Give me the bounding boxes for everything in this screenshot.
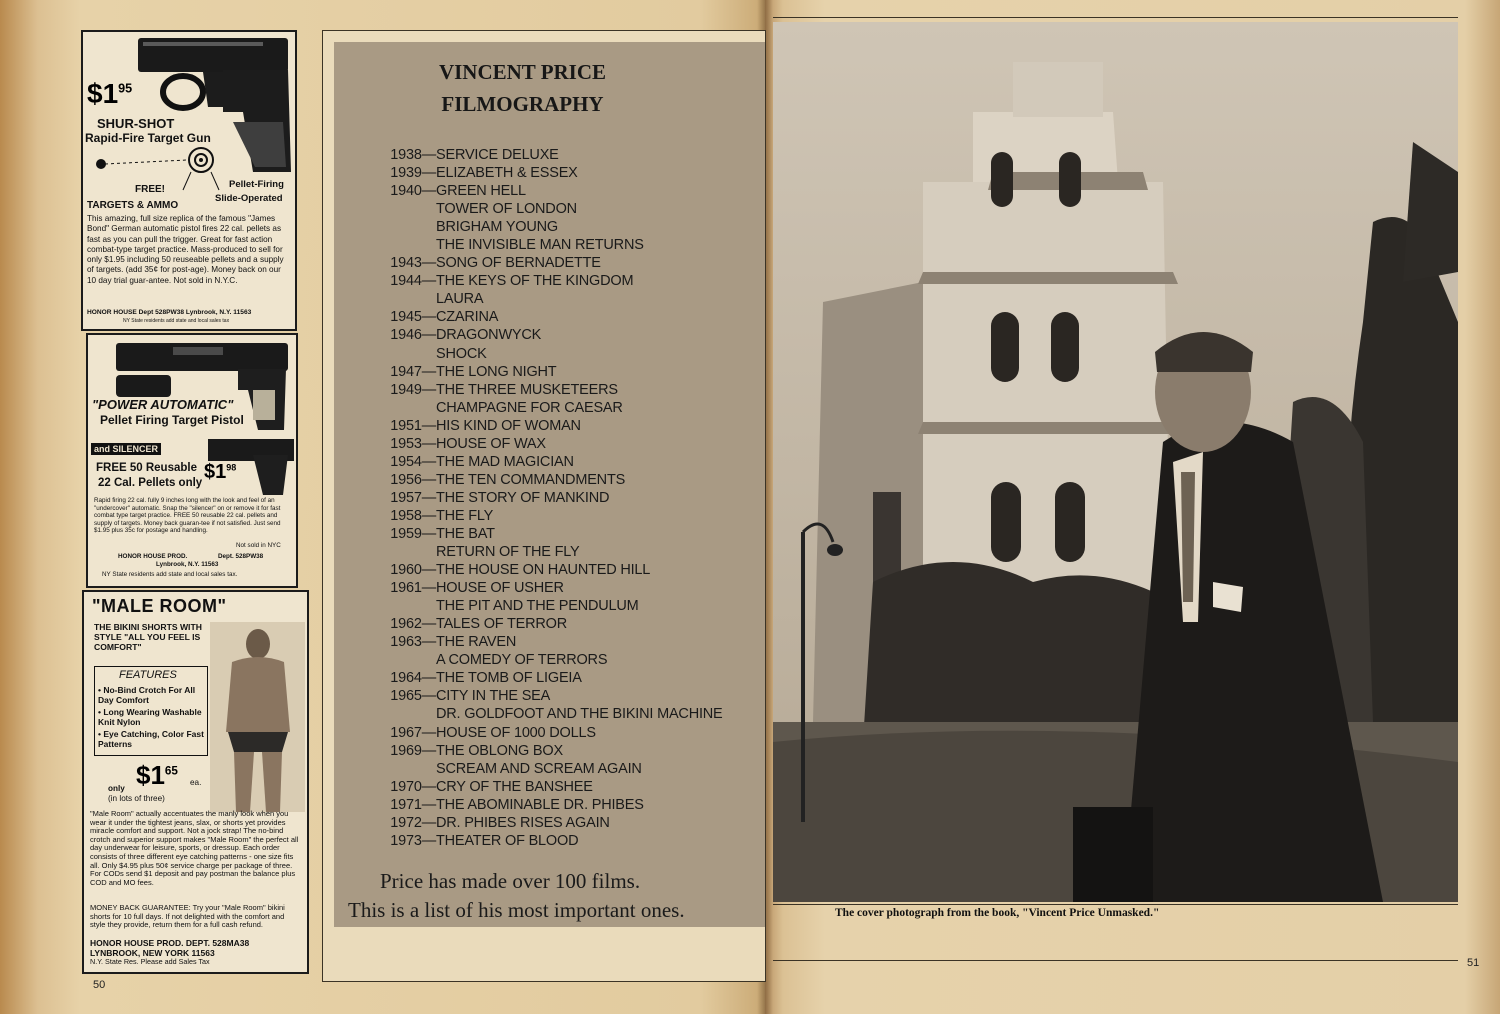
power-subtitle: Pellet Firing Target Pistol [100,413,244,427]
male-room-city: LYNBROOK, NEW YORK 11563 [90,948,215,958]
power-dept: Dept. 528PW38 [218,553,264,560]
male-room-each: ea. [190,778,202,787]
film-entry [370,797,750,815]
power-free: FREE 50 Reusable [96,462,197,474]
film-entry [370,418,750,436]
film-title: CHAMPAGNE FOR CAESAR [436,399,623,416]
film-title: THE OBLONG BOX [436,742,563,759]
film-title: THE HOUSE ON HAUNTED HILL [436,562,651,579]
footer-line-1: Price has made over 100 films. [380,869,641,893]
film-year: 1970— [390,778,436,795]
feature-3: • Eye Catching, Color Fast Patterns [98,729,204,749]
male-room-tax: N.Y. State Res. Please add Sales Tax [90,957,210,966]
page-number-left: 50 [93,979,106,991]
film-title: LAURA [436,291,484,308]
film-entry [370,779,750,797]
film-title: RETURN OF THE FLY [436,544,580,561]
film-title: THE INVISIBLE MAN RETURNS [436,237,644,254]
film-year: 1973— [390,832,436,849]
male-room-price: $\$1^{65}$ [136,760,178,790]
features-title: FEATURES [119,669,177,681]
film-entry [370,255,750,273]
film-year: 1959— [390,525,436,542]
film-entry [370,291,750,309]
film-year: 1962— [390,616,436,633]
power-automatic-ad [86,333,298,588]
film-year: 1957— [390,489,436,506]
film-year: 1963— [390,634,436,651]
film-year: 1951— [390,417,436,434]
film-year: 1946— [390,327,436,344]
male-room-guarantee: MONEY BACK GUARANTEE: Try your "Male Room" bikini shorts for 10 full days. If not delighted with the comfort and style they provide, return them for a full cash refund. [90,903,285,930]
film-year: 1967— [390,724,436,741]
film-year: 1944— [390,273,436,290]
film-title: SERVICE DELUXE [436,147,559,163]
male-room-lots: (in lots of three) [108,794,165,803]
film-title: A COMEDY OF TERRORS [436,652,608,669]
film-title: THE MAD MAGICIAN [436,453,574,470]
film-title: THE FLY [436,507,494,524]
power-name: "POWER AUTOMATIC" [92,397,234,412]
power-not-sold: Not sold in NYC [236,542,281,549]
film-entry [370,273,750,291]
power-address: HONOR HOUSE PROD. [118,553,188,560]
caption-rule-top [773,904,1458,905]
film-entry [370,309,750,327]
film-year: 1938— [390,147,436,163]
film-title: THE BAT [436,525,495,542]
male-room-address: HONOR HOUSE PROD. DEPT. 528MA38 [90,938,250,948]
film-entry [370,472,750,490]
footer-line-2: This is a list of his most important ones. [348,898,685,922]
film-title: THEATER OF BLOOD [436,832,579,849]
film-entry [370,670,750,688]
shur-shot-address: HONOR HOUSE Dept 528PW38 Lynbrook, N.Y. 11563 [87,309,252,316]
film-entry [370,580,750,598]
film-title: THE RAVEN [436,634,517,651]
film-year: 1947— [390,363,436,380]
film-title: THE STORY OF MANKIND [436,489,610,506]
film-title: DRAGONWYCK [436,327,542,344]
film-year: 1958— [390,507,436,524]
filmography-title-line1: VINCENT PRICE [438,60,607,84]
shur-shot-slide: Slide-Operated [215,193,283,204]
film-entry [370,165,750,183]
film-entry [370,201,750,219]
film-title: TALES OF TERROR [436,616,568,633]
film-entry [370,706,750,724]
film-year: 1949— [390,381,436,398]
shur-shot-tax: NY State residents add state and local sales tax [123,318,230,324]
film-list [370,147,750,851]
feature-1: • No-Bind Crotch For All Day Comfort [98,685,196,705]
film-entry [370,616,750,634]
features-box [94,666,208,756]
film-year: 1971— [390,796,436,813]
film-year: 1956— [390,471,436,488]
power-cal: 22 Cal. Pellets only [98,477,203,489]
film-title: BRIGHAM YOUNG [436,219,559,236]
male-room-name: "MALE ROOM" [92,596,227,616]
film-title: HIS KIND OF WOMAN [436,417,581,434]
shur-shot-ad [81,30,297,331]
shur-shot-price: $\$1^{95}$ [87,78,133,109]
film-title: SHOCK [436,345,487,362]
photo-illustration [773,22,1458,902]
film-year: 1945— [390,309,436,326]
film-title: CRY OF THE BANSHEE [436,778,593,795]
model-photo [210,622,305,812]
bottom-rule [773,960,1458,961]
shur-shot-free: FREE! [135,184,165,195]
film-entry [370,652,750,670]
film-entry [370,327,750,345]
male-room-tagline: THE BIKINI SHORTS WITH STYLE "ALL YOU FEEL IS COMFORT" [94,622,202,652]
film-title: TOWER OF LONDON [436,201,577,218]
film-entry [370,634,750,652]
film-title: THE TEN COMMANDMENTS [436,471,626,488]
film-entry [370,490,750,508]
film-year: 1964— [390,670,436,687]
film-title: GREEN HELL [436,183,526,200]
film-year: 1943— [390,255,436,272]
film-title: THE THREE MUSKETEERS [436,381,618,398]
male-room-body: "Male Room" actually accentuates the manly look when you wear it under the tightest jeans, slax, or shorts yet provides miracle comfort and support. Not a jock strap! The no-bind crotch and superior support makes "Male Room" the perfect all day underwear for leisure, sports, or dressup. Each order consists of three different eye catching patterns - one size fits all. Only $4.95 plus 50¢ service charge per package of three. For CODs send $1 deposit and pay postman the balance plus COD and MO fees. [90,809,299,887]
film-entry [370,147,750,165]
film-title: SONG OF BERNADETTE [436,255,601,272]
film-entry [370,833,750,851]
film-year: 1969— [390,742,436,759]
film-title: HOUSE OF 1000 DOLLS [436,724,596,741]
power-body: Rapid firing 22 cal. fully 9 inches long with the look and feel of an "undercover" automatic. Snap the "silencer" on or remove it for fast combat type target practice. FREE 50 reusable 22 cal. pellets and supply of targets. Money back guaran-tee if not satisfied. Just send $1.95 plus 35c for postage and handling. [94,497,281,534]
photo-caption: The cover photograph from the book, "Vincent Price Unmasked." [835,907,1160,919]
page-number-right: 51 [1467,957,1480,969]
film-entry [370,526,750,544]
film-title: THE KEYS OF THE KINGDOM [436,273,634,290]
film-title: HOUSE OF WAX [436,435,546,452]
power-price: $\$1^{98}$ [204,461,237,483]
film-year: 1961— [390,580,436,597]
film-year: 1965— [390,688,436,705]
power-silencer-tag: and SILENCER [91,443,161,455]
film-title: ELIZABETH & ESSEX [436,165,578,182]
film-title: CZARINA [436,309,499,326]
vincent-price-photo [773,22,1458,902]
power-tax: NY State residents add state and local sales tax. [102,571,238,578]
film-title: CITY IN THE SEA [436,688,551,705]
film-entry [370,436,750,454]
film-entry [370,562,750,580]
film-entry [370,237,750,255]
feature-2: • Long Wearing Washable Knit Nylon [98,707,202,727]
shur-shot-targets: TARGETS & AMMO [87,200,179,211]
film-entry [370,346,750,364]
male-room-only: only [108,784,125,793]
film-year: 1953— [390,435,436,452]
film-entry [370,219,750,237]
film-entry [370,364,750,382]
film-entry [370,544,750,562]
film-year: 1940— [390,183,436,200]
film-title: HOUSE OF USHER [436,580,564,597]
shur-shot-pellet: Pellet-Firing [229,179,284,190]
film-title: DR. PHIBES RISES AGAIN [436,814,610,831]
power-city: Lynbrook, N.Y. 11563 [156,561,219,568]
film-title: THE TOMB OF LIGEIA [436,670,582,687]
film-year: 1954— [390,453,436,470]
film-year: 1972— [390,814,436,831]
film-title: THE ABOMINABLE DR. PHIBES [436,796,644,813]
shur-shot-name: SHUR-SHOT [97,116,175,131]
film-title: DR. GOLDFOOT AND THE BIKINI MACHINE [436,706,723,723]
film-entry [370,688,750,706]
film-entry [370,761,750,779]
film-title: THE PIT AND THE PENDULUM [436,598,639,615]
film-entry [370,382,750,400]
film-entry [370,183,750,201]
filmography-title-line2: FILMOGRAPHY [441,92,604,116]
film-entry [370,400,750,418]
film-title: THE LONG NIGHT [436,363,557,380]
shur-shot-subtitle: Rapid-Fire Target Gun [85,131,211,145]
film-entry [370,454,750,472]
film-entry [370,743,750,761]
film-entry [370,508,750,526]
male-room-ad [82,590,309,974]
film-entry [370,598,750,616]
film-entry [370,815,750,833]
film-year: 1960— [390,562,436,579]
film-title: SCREAM AND SCREAM AGAIN [436,760,642,777]
film-year: 1939— [390,165,436,182]
film-entry [370,725,750,743]
top-rule [773,17,1458,18]
shur-shot-body: This amazing, full size replica of the famous "James Bond" German automatic pistol fires 22 cal. pellets as fast as you can pull the trigger. Great for fast action combat-type target practice. Mass-produced to sell for only $1.95 including 50 reuseable pellets and a supply of targets. (add 35¢ for post-age). Money back on our 10 day trial guar-antee. Not sold in N.Y.C. [87,214,284,285]
